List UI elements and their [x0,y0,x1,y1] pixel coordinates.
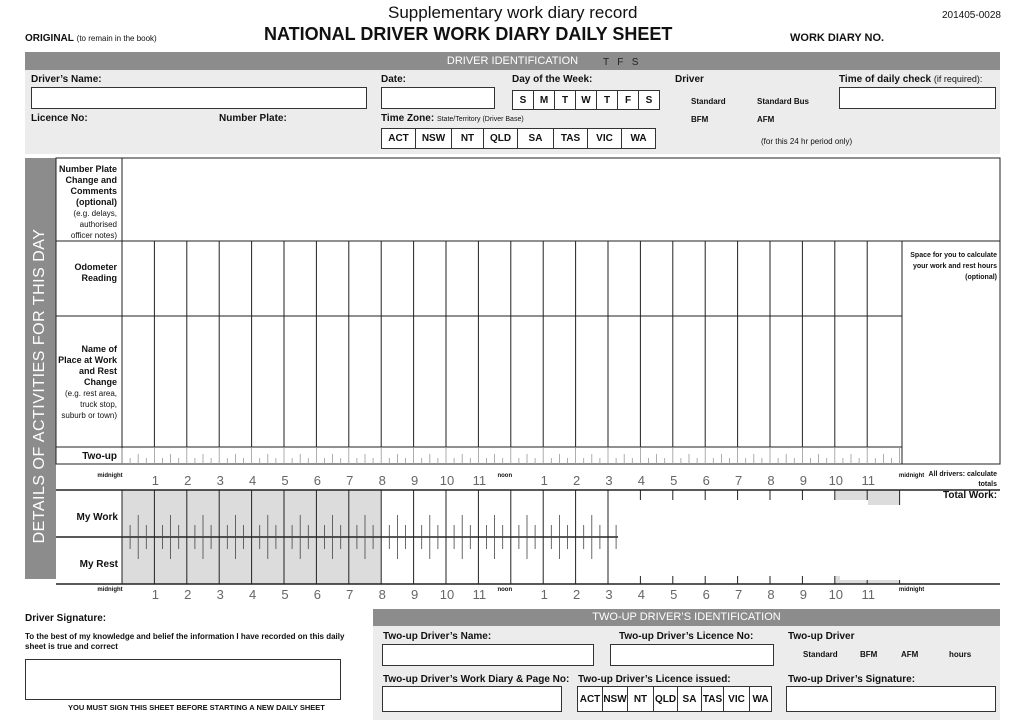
my-work-label: My Work [76,512,118,523]
calc-note-text: Space for you to calculate your work and rest hours [910,252,997,270]
bottom-time-midnight-end: midnight [898,587,925,593]
original-note: (to remain in the book) [76,34,157,43]
top-time-hour-18: 8 [767,473,775,488]
driver-signature-label: Driver Signature: [25,613,107,624]
twoup-diary-field[interactable] [382,686,562,712]
driver-type-label: Driver [675,74,704,85]
blank-area-right [840,505,1000,580]
top-time-noon: noon [497,473,513,479]
twoup-type-standard[interactable]: Standard [803,650,838,659]
twoup-diary-label: Two-up Driver’s Work Diary & Page No: [383,674,570,685]
activities-side-title: DETAILS OF ACTIVITIES FOR THIS DAY [31,228,48,544]
twoup-band [373,609,1000,626]
twoup-zone-nsw[interactable]: NSW [602,686,628,712]
top-time-hour-21: 11 [861,473,875,488]
bottom-time-hour-18: 8 [767,587,775,602]
odometer-label: Odometer Reading [74,262,117,283]
bottom-time-midnight-start: midnight [97,587,123,593]
twoup-name-field[interactable] [382,644,594,666]
zone-sa[interactable]: SA [517,128,554,149]
driver-type-afm[interactable]: AFM [757,115,775,124]
blank-area [618,500,868,576]
bottom-time-hour-14: 4 [637,587,646,602]
top-time-hour-8: 9 [410,473,419,488]
top-time-hour-12: 2 [572,473,581,488]
top-time-hour-14: 4 [637,473,646,488]
plate-comments-label [56,164,117,241]
plate-comments-text: Number Plate Change and Comments (optional) [58,164,117,207]
bottom-time-hour-8: 9 [410,587,419,602]
day-0[interactable]: S [512,90,534,110]
twoup-band-title: TWO-UP DRIVER’S IDENTIFICATION [592,611,781,623]
twoup-zone-nt[interactable]: NT [627,686,654,712]
time-zone-note: State/Territory (Driver Base) [436,116,524,123]
licence-no-label: Licence No: [31,113,88,124]
place-text: Name of Place at Work and Rest Change [58,344,117,387]
zone-vic[interactable]: VIC [587,128,622,149]
bottom-time-hour-16: 6 [702,587,710,602]
bottom-time-hour-9: 10 [439,587,455,602]
bottom-time-noon: noon [497,587,513,593]
top-time-hour-0: 1 [151,473,160,488]
plate-comments-note: (e.g. delays, authorised officer notes) [70,209,117,240]
driver-type-note: (for this 24 hr period only) [761,137,853,146]
total-work-label: Total Work: [943,490,998,501]
bottom-time-hour-1: 2 [184,587,192,602]
bottom-time-hour-2: 3 [216,587,224,602]
signature-statement: To the best of my knowledge and belief the information I have recorded on this daily sheet is true and correct [25,632,345,651]
twoup-type-hours[interactable]: hours [949,650,972,659]
twoup-zone-tas[interactable]: TAS [701,686,724,712]
number-plate-label: Number Plate: [219,113,287,124]
bottom-time-hour-5: 6 [313,587,322,602]
day-4[interactable]: T [596,90,618,110]
time-zone-text: Time Zone: [381,113,435,124]
zone-qld[interactable]: QLD [483,128,518,149]
top-time-hour-19: 9 [799,473,808,488]
twoup-signature-label: Two-up Driver’s Signature: [788,674,916,685]
day-3[interactable]: W [575,90,597,110]
zone-nsw[interactable]: NSW [415,128,452,149]
top-time-hour-20: 10 [828,473,844,488]
calc-note-optional: (optional) [965,274,997,281]
twoup-zone-wa[interactable]: WA [749,686,772,712]
top-time-hour-5: 6 [313,473,322,488]
bottom-time-hour-20: 10 [828,587,844,602]
zone-nt[interactable]: NT [451,128,484,149]
place-note: (e.g. rest area, truck stop, suburb or town) [61,389,117,420]
top-time-hour-7: 8 [378,473,386,488]
twoup-zone-qld[interactable]: QLD [653,686,678,712]
bottom-time-hour-6: 7 [346,587,354,602]
two-up-label: Two-up [82,451,117,462]
bottom-time-hour-19: 9 [799,587,808,602]
top-time-hour-2: 3 [216,473,224,488]
my-rest-label: My Rest [79,559,118,570]
bottom-time-hour-0: 1 [151,587,160,602]
twoup-type-bfm[interactable]: BFM [860,650,878,659]
driver-signature-box[interactable] [25,659,341,700]
band-overlay-letters: T F S [603,57,639,68]
drivers-name-label: Driver’s Name: [31,74,102,85]
sheet-title: NATIONAL DRIVER WORK DIARY DAILY SHEET [264,24,673,44]
top-time-hour-15: 5 [670,473,678,488]
twoup-signature-field[interactable] [786,686,996,712]
bottom-time-hour-21: 11 [861,587,875,602]
place-label [56,344,117,421]
calc-note [903,250,997,283]
all-drivers-note: All drivers: calculate totals [928,471,997,488]
driver-type-bfm[interactable]: BFM [691,115,709,124]
original-text: ORIGINAL [25,33,74,44]
day-2[interactable]: T [554,90,576,110]
supplementary-title: Supplementary work diary record [388,3,638,22]
driver-identification-title: DRIVER IDENTIFICATION [446,55,579,67]
top-time-hour-17: 7 [734,473,743,488]
twoup-zone-vic[interactable]: VIC [723,686,750,712]
driver-type-standard[interactable]: Standard [691,97,726,106]
top-time-midnight-end: midnight [898,473,925,479]
driver-type-standard-bus[interactable]: Standard Bus [757,97,810,106]
top-time-hour-13: 3 [605,473,613,488]
day-6[interactable]: S [638,90,660,110]
bottom-time-hour-11: 1 [540,587,548,602]
reference-number: 201405-0028 [942,10,1001,21]
twoup-driver-label: Two-up Driver [788,631,855,642]
top-time-hour-6: 7 [346,473,354,488]
twoup-licence-field[interactable] [610,644,774,666]
twoup-zone-act[interactable]: ACT [577,686,603,712]
top-time-hour-3: 4 [248,473,257,488]
top-time-hour-16: 6 [702,473,710,488]
work-diary-no: WORK DIARY NO. [790,32,885,44]
top-time-midnight-start: midnight [97,473,123,479]
bottom-time-hour-3: 4 [248,587,257,602]
time-check-text: Time of daily check [839,74,932,85]
bottom-time-hour-15: 5 [670,587,678,602]
zone-act[interactable]: ACT [381,128,416,149]
top-time-hour-9: 10 [439,473,455,488]
signature-warning: YOU MUST SIGN THIS SHEET BEFORE STARTING A NEW DAILY SHEET [68,703,325,712]
bottom-time-hour-13: 3 [605,587,613,602]
top-time-hour-10: 11 [472,473,487,488]
twoup-licence-label: Two-up Driver’s Licence No: [619,631,754,642]
bottom-time-hour-10: 11 [472,587,487,602]
top-time-hour-11: 1 [540,473,548,488]
day-1[interactable]: M [533,90,555,110]
bottom-time-hour-12: 2 [572,587,581,602]
twoup-zone-sa[interactable]: SA [677,686,702,712]
twoup-licence-issued-label: Two-up Driver’s Licence issued: [578,674,731,685]
top-time-hour-1: 2 [184,473,192,488]
zone-tas[interactable]: TAS [553,128,588,149]
activities-frame [56,158,1000,464]
twoup-type-afm[interactable]: AFM [901,650,919,659]
twoup-name-label: Two-up Driver’s Name: [383,631,492,642]
bottom-time-hour-7: 8 [378,587,386,602]
bottom-time-hour-4: 5 [281,587,289,602]
bottom-time-hour-17: 7 [734,587,743,602]
time-check-note: (if required): [933,74,983,84]
day-5[interactable]: F [617,90,639,110]
date-label: Date: [381,74,407,85]
day-of-week-label: Day of the Week: [512,74,593,85]
zone-wa[interactable]: WA [621,128,656,149]
top-time-hour-4: 5 [281,473,289,488]
